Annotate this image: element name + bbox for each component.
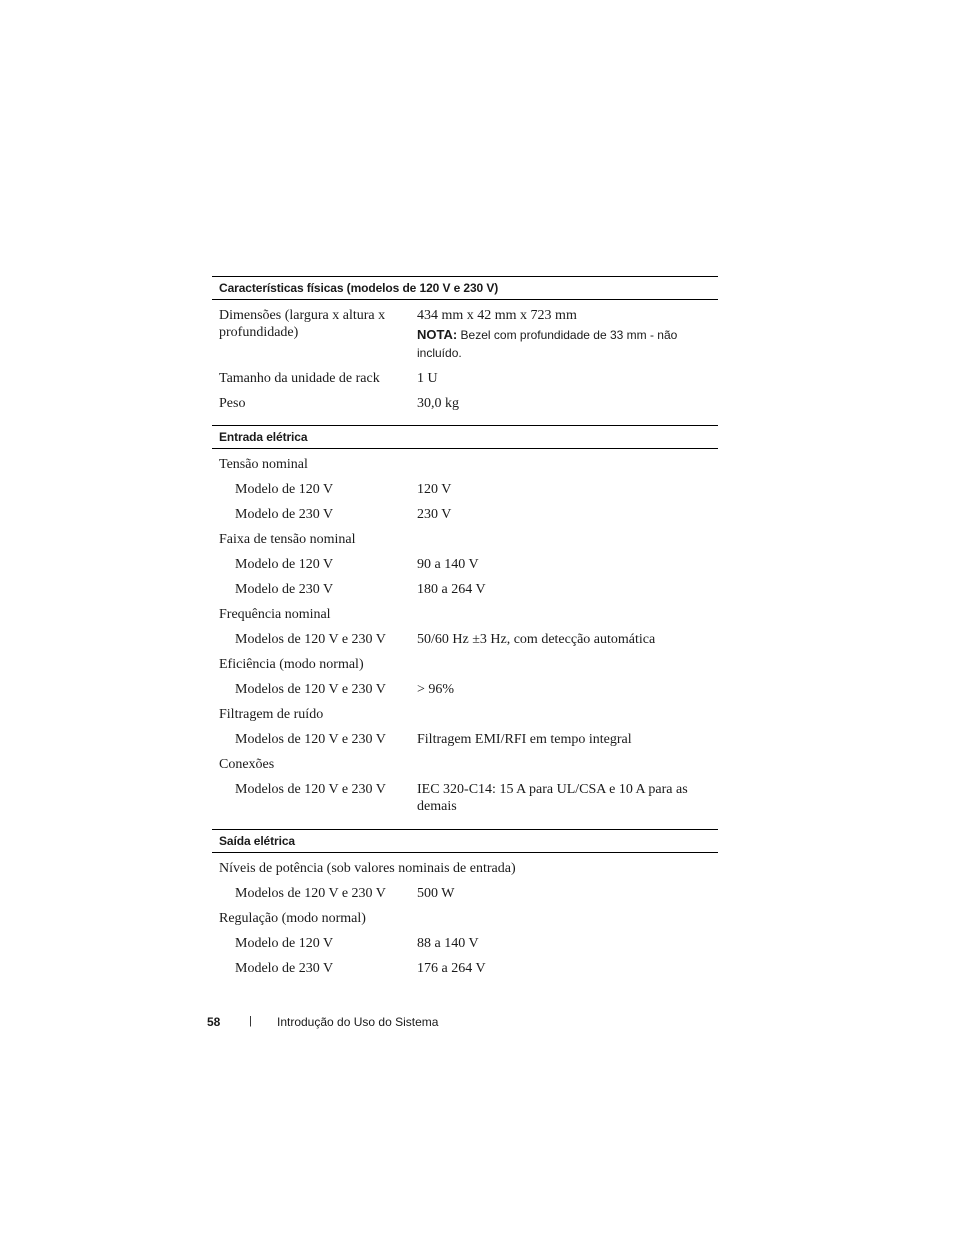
page-number: 58 [207, 1015, 221, 1029]
spec-value [417, 935, 718, 952]
spec-value-text: 88 a 140 V [417, 936, 479, 951]
spec-row [212, 910, 718, 927]
spec-value-text: 230 V [417, 507, 452, 522]
spec-label: Modelo de 120 V [235, 557, 334, 572]
spec-row [212, 756, 718, 773]
spec-value-text: 180 a 264 V [417, 582, 486, 597]
spec-label: Dimensões (largura x altura x profundidade) [219, 308, 386, 340]
section-electrical-output [212, 829, 718, 985]
spec-value [417, 681, 718, 698]
spec-value-text: 30,0 kg [417, 396, 459, 411]
section-physical [212, 276, 718, 420]
spec-value [417, 885, 718, 902]
spec-value-text: > 96% [417, 682, 455, 697]
spec-label: Filtragem de ruído [219, 707, 324, 722]
spec-row [212, 506, 718, 523]
spec-value [417, 307, 718, 362]
spec-label: Regulação (modo normal) [219, 911, 366, 926]
spec-row [212, 731, 718, 748]
spec-value-text: 176 a 264 V [417, 961, 486, 976]
spec-value [417, 756, 718, 773]
spec-row [212, 531, 718, 548]
spec-label: Níveis de potência (sob valores nominais de entrada) [219, 861, 516, 876]
spec-value [417, 456, 718, 473]
spec-label: Modelo de 120 V [235, 936, 334, 951]
spec-label: Eficiência (modo normal) [219, 657, 364, 672]
spec-value [417, 506, 718, 523]
spec-label: Faixa de tensão nominal [219, 532, 356, 547]
spec-row [212, 395, 718, 412]
spec-value-text: 500 W [417, 886, 455, 901]
spec-value [417, 656, 718, 673]
spec-value [417, 531, 718, 548]
spec-row [212, 370, 718, 387]
spec-row [212, 307, 718, 362]
section-electrical-input [212, 425, 718, 823]
spec-label: Modelos de 120 V e 230 V [235, 632, 386, 647]
spec-row [212, 631, 718, 648]
note [417, 326, 718, 362]
spec-label: Modelo de 120 V [235, 482, 334, 497]
spec-label: Modelo de 230 V [235, 961, 334, 976]
spec-rows [212, 449, 718, 815]
spec-label: Tensão nominal [219, 457, 308, 472]
spec-label: Conexões [219, 757, 275, 772]
spec-rows [212, 300, 718, 412]
spec-row [212, 860, 718, 877]
section-title: Características físicas (modelos de 120 V e 230 V) [212, 276, 718, 300]
spec-row [212, 681, 718, 698]
spec-row [212, 960, 718, 977]
spec-label: Modelos de 120 V e 230 V [235, 682, 386, 697]
spec-value [417, 395, 718, 412]
spec-label: Modelo de 230 V [235, 507, 334, 522]
note-text: Bezel com profundidade de 33 mm - não incluído. [417, 328, 678, 360]
spec-value [417, 706, 718, 723]
spec-value-text: IEC 320-C14: 15 A para UL/CSA e 10 A para as demais [417, 782, 688, 814]
spec-label: Modelos de 120 V e 230 V [235, 782, 386, 797]
spec-row [212, 456, 718, 473]
spec-row [212, 481, 718, 498]
spec-value-text: 50/60 Hz ±3 Hz, com detecção automática [417, 632, 656, 647]
spec-value-text: 120 V [417, 482, 452, 497]
spec-label: Modelos de 120 V e 230 V [235, 886, 386, 901]
section-title: Saída elétrica [212, 829, 718, 853]
section-title: Entrada elétrica [212, 425, 718, 449]
spec-value [417, 581, 718, 598]
spec-value [417, 370, 718, 387]
spec-value [417, 606, 718, 623]
spec-row [212, 885, 718, 902]
spec-value [417, 910, 718, 927]
spec-value [417, 631, 718, 648]
spec-row [212, 935, 718, 952]
spec-label: Tamanho da unidade de rack [219, 371, 380, 386]
spec-row [212, 656, 718, 673]
spec-label: Modelos de 120 V e 230 V [235, 732, 386, 747]
spec-value [417, 481, 718, 498]
spec-value [417, 781, 718, 815]
spec-value [417, 960, 718, 977]
spec-label: Frequência nominal [219, 607, 331, 622]
spec-label: Peso [219, 396, 246, 411]
spec-row [212, 581, 718, 598]
spec-value-text: 434 mm x 42 mm x 723 mm [417, 308, 577, 323]
spec-row [212, 606, 718, 623]
spec-value-text: 90 a 140 V [417, 557, 479, 572]
spec-value-text: 1 U [417, 371, 438, 386]
note-label: NOTA: [417, 327, 458, 342]
spec-rows [212, 853, 718, 977]
spec-label: Modelo de 230 V [235, 582, 334, 597]
spec-row [212, 781, 718, 815]
spec-value [417, 731, 718, 748]
footer-separator: | [249, 1015, 252, 1027]
spec-row [212, 706, 718, 723]
spec-value-text: Filtragem EMI/RFI em tempo integral [417, 732, 632, 747]
footer-title: Introdução do Uso do Sistema [277, 1015, 439, 1029]
spec-row [212, 556, 718, 573]
spec-value [417, 556, 718, 573]
